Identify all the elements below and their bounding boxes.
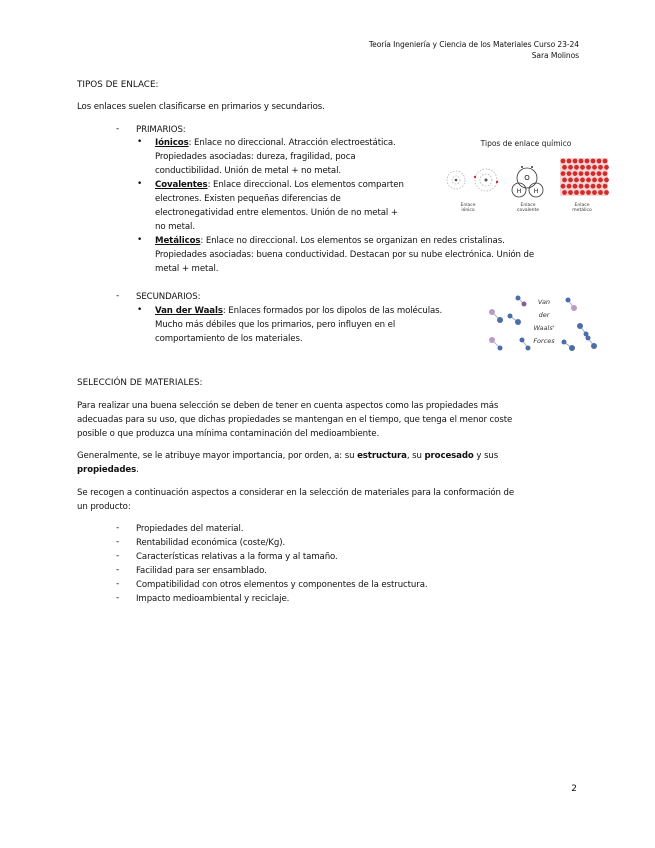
van-der-waals-figure (482, 290, 602, 360)
metal-ion (585, 159, 590, 164)
metal-ion (579, 184, 584, 189)
ionicos-term: Iónicos (155, 138, 189, 148)
covalentes-line-3: electronegatividad entre elementos. Unión de no metal + (155, 208, 398, 218)
metal-ion (561, 171, 566, 176)
bullet-marker: • (137, 137, 143, 147)
dash-marker: - (116, 579, 120, 589)
metal-ion (591, 171, 596, 176)
list-item: Rentabilidad económica (coste/Kg). (136, 538, 286, 548)
metal-ion (580, 165, 585, 170)
page-number: 2 (571, 784, 577, 794)
list-item: Propiedades del material. (136, 524, 244, 534)
metallic-label-2: metálico (572, 208, 592, 213)
metalicos-line-2: Propiedades asociadas: buena conductividad. Destacan por su nube electrónica. Unión de (155, 250, 535, 260)
atom-h-label: H (533, 188, 539, 195)
metallic-lattice-diagram (560, 158, 609, 196)
metal-ion (592, 178, 597, 183)
dash-marker: - (116, 593, 120, 603)
list-item: Compatibilidad con otros elementos y componentes de la estructura. (136, 580, 428, 590)
metalicos-line-1: Metálicos: Enlace no direccional. Los elementos se organizan en redes cristalinas. (155, 236, 505, 246)
page-header (369, 40, 579, 61)
p1-line-1: Para realizar una buena selección se deben de tener en cuenta aspectos como las propiedades más (77, 401, 499, 411)
metal-ion (579, 159, 584, 164)
metal-ion (603, 159, 608, 164)
ionic-label-1: Enlace (460, 203, 476, 208)
metal-ion (585, 184, 590, 189)
metal-ion (567, 159, 572, 164)
metal-ion (597, 184, 602, 189)
covalentes-line-1: Covalentes: Enlace direccional. Los elementos comparten (155, 180, 404, 190)
procesado-emphasis: procesado (424, 451, 474, 461)
atom-h-label: H (516, 188, 522, 195)
figure-title: Tipos de enlace químico (480, 139, 572, 148)
metalicos-line-3: metal + metal. (155, 264, 219, 274)
ionic-label-2: iónico (461, 208, 475, 213)
covalentes-line-4: no metal. (155, 222, 195, 232)
p1-line-2: adecuadas para su uso, que dichas propiedades se mantengan en el tiempo, que tenga el menor coste (77, 415, 513, 425)
metal-ion (604, 190, 609, 195)
header-author: Sara Molinos (531, 50, 579, 60)
list-item: Facilidad para ser ensamblado. (136, 566, 267, 576)
vdw-label-3: Waals' (533, 324, 555, 332)
vdw-line-3: comportamiento de los materiales. (155, 334, 303, 344)
metal-ion (604, 178, 609, 183)
metal-ion (574, 190, 579, 195)
metal-ion (603, 184, 608, 189)
list-item: Impacto medioambiental y reciclaje. (136, 594, 290, 604)
metal-ion (604, 165, 609, 170)
section-title-tipos: TIPOS DE ENLACE: (77, 80, 159, 90)
dash-marker: - (116, 565, 120, 575)
metalicos-term: Metálicos (155, 236, 201, 246)
metal-ion (592, 190, 597, 195)
bullet-marker: • (137, 235, 143, 245)
metal-ion (568, 178, 573, 183)
dash-marker: - (116, 551, 120, 561)
atom-o-label: O (524, 174, 530, 182)
covalent-label-1: Enlace (520, 203, 536, 208)
metal-ion (592, 165, 597, 170)
propiedades-emphasis: propiedades (77, 465, 137, 475)
metal-ion (562, 165, 567, 170)
bullet-marker: • (137, 179, 143, 189)
metal-ion (585, 171, 590, 176)
ionic-bond-diagram (447, 169, 498, 191)
dash-marker: - (116, 523, 120, 533)
vdw-line-2: Mucho más débiles que los primarios, pero influyen en el (155, 320, 396, 330)
metal-ion (568, 165, 573, 170)
intro-paragraph: Los enlaces suelen clasificarse en primarios y secundarios. (77, 102, 325, 112)
metallic-label-1: Enlace (574, 203, 590, 208)
metal-ion (579, 171, 584, 176)
metal-ion (598, 178, 603, 183)
metal-ion (597, 171, 602, 176)
metal-ion (597, 159, 602, 164)
metal-ion (591, 159, 596, 164)
metal-ion (562, 190, 567, 195)
metal-ion (568, 190, 573, 195)
metal-ion (574, 165, 579, 170)
metal-ion (586, 190, 591, 195)
p3-line-2: un producto: (77, 502, 131, 512)
metal-ion (573, 171, 578, 176)
p1-line-3: posible o que produzca una mínima contaminación del medioambiente. (77, 429, 380, 439)
section-title-seleccion: SELECCIÓN DE MATERIALES: (77, 378, 203, 388)
secundarios-label: SECUNDARIOS: (136, 292, 201, 302)
p2-line-2: propiedades. (77, 465, 139, 475)
p2-line-1: Generalmente, se le atribuye mayor importancia, por orden, a: su estructura, su procesado y sus (77, 451, 499, 461)
bullet-marker: • (137, 305, 143, 315)
ionicos-line-2: Propiedades asociadas: dureza, fragilidad, poca (155, 152, 356, 162)
vdw-label-2: der (538, 311, 550, 319)
vdw-line-1: Van der Waals: Enlaces formados por los dipolos de las moléculas. (155, 306, 443, 316)
metal-ion (586, 178, 591, 183)
metal-ion (580, 190, 585, 195)
metal-ion (598, 165, 603, 170)
metal-ion (573, 159, 578, 164)
header-course: Teoría Ingeniería y Ciencia de los Materiales Curso 23-24 (368, 40, 579, 49)
list-item: Características relativas a la forma y al tamaño. (136, 552, 338, 562)
primarios-label: PRIMARIOS: (136, 125, 186, 135)
covalentes-line-2: electrones. Existen pequeñas diferencias de (155, 194, 341, 204)
metal-ion (603, 171, 608, 176)
estructura-emphasis: estructura (357, 451, 407, 461)
metal-ion (573, 184, 578, 189)
dash-marker: - (116, 291, 120, 301)
dash-marker: - (116, 537, 120, 547)
ionicos-line-1: Iónicos: Enlace no direccional. Atracción electroestática. (155, 138, 396, 148)
metal-ion (561, 159, 566, 164)
bond-types-figure (442, 136, 610, 216)
dash-marker: - (116, 124, 120, 134)
p3-line-1: Se recogen a continuación aspectos a considerar en la selección de materiales para la conformación de (77, 488, 515, 498)
covalent-label-2: covalente (516, 208, 540, 213)
metal-ion (586, 165, 591, 170)
vdw-label-4: Forces (533, 337, 555, 345)
ionicos-line-3: conductibilidad. Unión de metal + no metal. (155, 166, 342, 176)
metal-ion (567, 184, 572, 189)
metal-ion (591, 184, 596, 189)
metal-ion (562, 178, 567, 183)
metal-ion (561, 184, 566, 189)
metal-ion (567, 171, 572, 176)
covalent-bond-diagram (512, 166, 543, 197)
covalentes-term: Covalentes (155, 180, 208, 190)
metal-ion (598, 190, 603, 195)
vdw-label-1: Van (537, 298, 551, 306)
metal-ion (580, 178, 585, 183)
vdw-term: Van der Waals (155, 306, 223, 316)
metal-ion (574, 178, 579, 183)
